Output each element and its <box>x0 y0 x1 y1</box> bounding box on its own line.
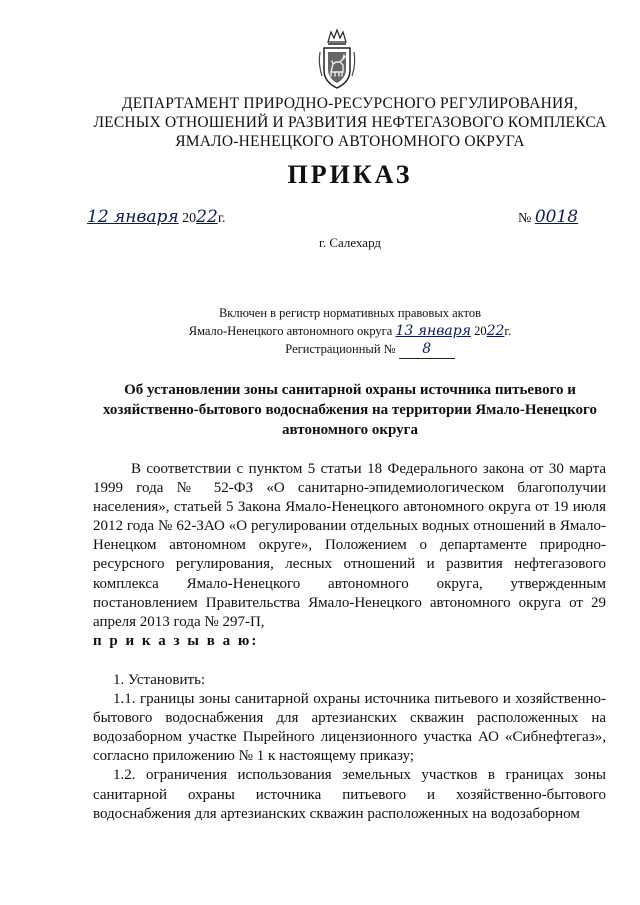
order-year-suffix: г. <box>217 211 226 226</box>
order-word: п р и к а з ы в а ю: <box>93 632 259 649</box>
order-number-label: № <box>518 211 532 226</box>
order-number-handwritten: 0018 <box>534 207 579 227</box>
item-1-2: 1.2. ограничения использования земельных участков в границах зоны санитарной охраны источника питьевого и хозяйственно-бытового водоснабжения для артезианских скважин расположенных на водозаборном <box>93 767 606 822</box>
registration-year-handwritten: 22 <box>486 323 505 339</box>
order-subject: Об установлении зоны санитарной охраны источника питьевого и хозяйственно-бытового водоснабжения на территории Ямало-Ненецкого автономного округа <box>103 382 597 438</box>
order-date <box>87 207 225 227</box>
registration-year-suffix: г. <box>504 324 512 338</box>
document-title: ПРИКАЗ <box>287 160 413 189</box>
registration-line-1: Включен в регистр нормативных правовых актов <box>218 306 482 320</box>
order-body <box>93 460 606 824</box>
order-year-handwritten: 22 <box>196 207 218 227</box>
registration-number-label: Регистрационный № <box>285 342 396 356</box>
yamal-nenets-coat-of-arms-icon <box>316 28 358 94</box>
registration-date-handwritten: 13 января <box>395 323 471 339</box>
registration-line-2-prefix: Ямало-Ненецкого автономного округа <box>188 324 393 338</box>
department-line-1: ДЕПАРТАМЕНТ ПРИРОДНО-РЕСУРСНОГО РЕГУЛИРОВАНИЯ, <box>122 95 578 112</box>
registration-year-prefix: 20 <box>474 324 487 338</box>
registration-stamp <box>60 304 640 359</box>
registration-number-handwritten: 8 <box>399 340 455 359</box>
city: г. Салехард <box>318 235 382 250</box>
item-1: 1. Установить: <box>113 671 206 688</box>
department-line-3: ЯМАЛО-НЕНЕЦКОГО АВТОНОМНОГО ОКРУГА <box>175 133 525 150</box>
order-year-prefix: 20 <box>182 211 197 226</box>
department-name <box>60 94 640 151</box>
order-number <box>518 207 578 227</box>
registration-line-3 <box>60 340 640 359</box>
preamble-paragraph: В соответствии с пунктом 5 статьи 18 Федерального закона от 30 марта 1999 года № 52-ФЗ «О санитарно-эпидемиологическом благополучии населения», статьей 5 Закона Ямало-Ненецкого автономного округа от 19 июля 2012 года № 62-ЗАО «О регулировании отдельных водных отношений в Ямало-Ненецком автономном округе», Положением о департаменте природно-ресурсного регулирования, лесных отношений и развития нефтегазового комплекса Ямало-Ненецкого автономного округа, утвержденным постановлением Правительства Ямало-Ненецкого автономного округа от 29 апреля 2013 года № 297-П, <box>93 461 606 630</box>
item-1-1: 1.1. границы зоны санитарной охраны источника питьевого и хозяйственно-бытового водоснабжения для артезианских скважин расположенных на водозаборном участке Пырейного лицензионного участка АО «Сибнефтегаз», согласно приложению № 1 к настоящему приказу; <box>93 691 606 765</box>
order-date-handwritten: 12 января <box>87 207 179 227</box>
registration-line-2 <box>60 322 640 340</box>
department-line-2: ЛЕСНЫХ ОТНОШЕНИЙ И РАЗВИТИЯ НЕФТЕГАЗОВОГО КОМПЛЕКСА <box>93 114 607 131</box>
